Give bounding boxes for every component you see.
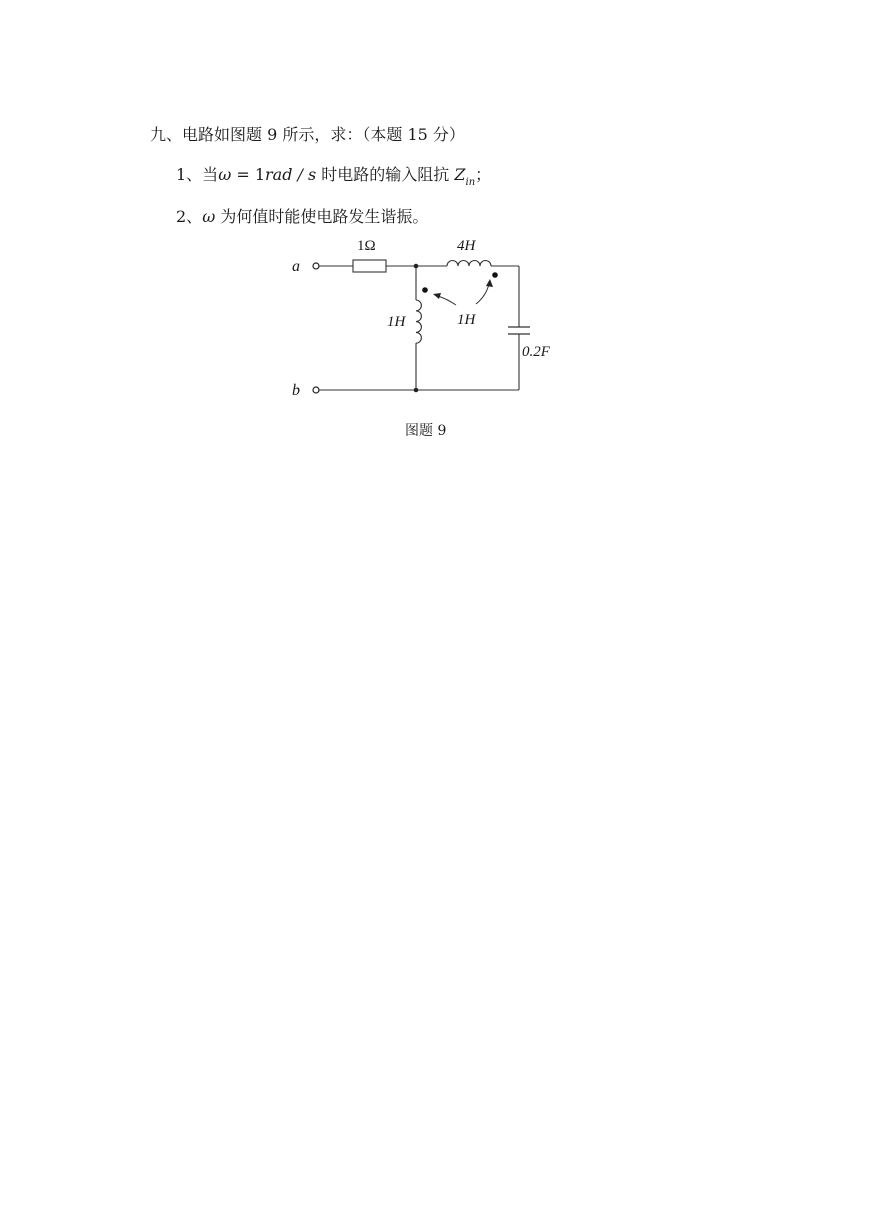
resistor-symbol	[353, 260, 386, 272]
mutual-coupling-arrows	[438, 284, 489, 305]
arrowhead-right	[486, 279, 493, 287]
inductor-series-label: 4H	[457, 238, 476, 254]
item2-prefix: 2、	[176, 207, 203, 226]
impedance-subscript: in	[465, 177, 476, 188]
impedance-symbol: Z	[454, 165, 466, 184]
mutual-inductance-label: 1H	[457, 312, 476, 328]
capacitor-label: 0.2F	[522, 344, 550, 360]
item1-unit: rad / s	[265, 165, 317, 184]
terminal-a-label: a	[292, 258, 300, 275]
resistor-label: 1Ω	[357, 238, 376, 254]
omega-symbol-2: ω	[202, 207, 216, 226]
inductor-shunt-label: 1H	[387, 314, 406, 330]
dot-mark-shunt	[422, 287, 428, 293]
item1-equals: = 1	[231, 165, 265, 184]
circuit-diagram	[0, 0, 869, 450]
item1-middle: 时电路的输入阻抗	[316, 165, 455, 184]
question-title: 九、电路如图题 9 所示，求：（本题 15 分）	[150, 125, 465, 144]
omega-symbol: ω	[218, 165, 232, 184]
figure-caption: 图题 9	[405, 423, 447, 439]
capacitor-symbol	[508, 327, 530, 334]
terminal-b-label: b	[292, 382, 300, 399]
junction-top	[414, 264, 419, 269]
inductor-series-symbol	[447, 261, 491, 267]
item1-end: ；	[475, 165, 492, 184]
junction-bottom	[414, 388, 419, 393]
item1-prefix: 1、当	[176, 165, 219, 184]
terminal-a-node	[313, 263, 319, 269]
inductor-shunt-symbol	[416, 300, 421, 343]
arrowhead-left	[433, 293, 441, 299]
terminal-b-node	[313, 387, 319, 393]
dot-mark-series	[492, 272, 498, 278]
item2-rest: 为何值时能使电路发生谐振。	[215, 207, 429, 226]
